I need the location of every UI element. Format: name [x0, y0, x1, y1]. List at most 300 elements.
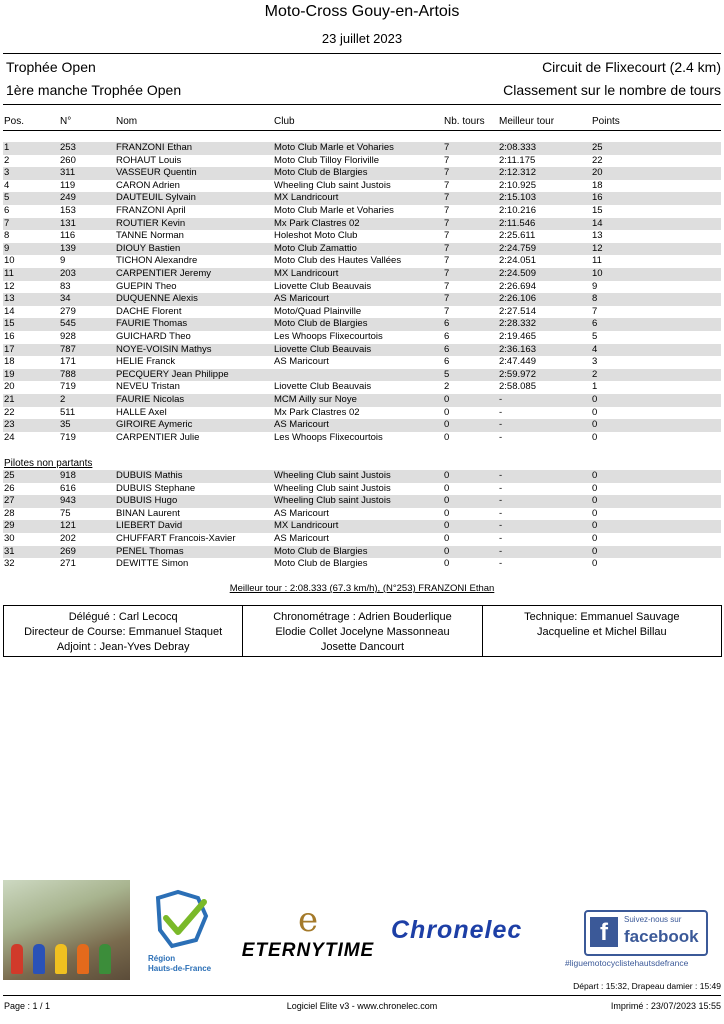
table-row: [3, 356, 721, 369]
cell-nom: DIOUY Bastien: [116, 242, 181, 254]
cell-nom: NEVEU Tristan: [116, 381, 180, 393]
cell-best: -: [499, 482, 503, 494]
cell-num: 719: [60, 431, 76, 443]
cell-pos: 32: [4, 558, 15, 570]
cell-tours: 6: [444, 356, 450, 368]
cell-pos: 22: [4, 406, 15, 418]
cell-points: 0: [592, 482, 598, 494]
col-header-best: Meilleur tour: [499, 116, 555, 127]
cell-points: 2: [592, 368, 598, 380]
cell-points: 22: [592, 154, 603, 166]
non-partants-heading: Pilotes non partants: [4, 458, 93, 469]
cell-tours: 2: [444, 381, 450, 393]
cell-num: 131: [60, 217, 76, 229]
cell-nom: GUICHARD Theo: [116, 331, 191, 342]
cell-club: Holeshot Moto Club: [274, 230, 358, 242]
cell-num: 719: [60, 381, 76, 393]
cell-nom: DACHE Florent: [116, 305, 182, 317]
cell-points: 4: [592, 343, 598, 355]
cell-club: Moto Club Marle et Voharies: [274, 205, 394, 216]
cell-best: 2:25.611: [499, 230, 536, 242]
cell-points: 8: [592, 293, 598, 305]
footer-divider: [3, 995, 721, 996]
table-row: [3, 381, 721, 394]
cell-num: 203: [60, 268, 76, 279]
cell-nom: DUQUENNE Alexis: [116, 293, 198, 305]
subheader-divider: [3, 104, 721, 105]
cell-best: 2:47.449: [499, 356, 536, 368]
cell-tours: 0: [444, 533, 450, 544]
facebook-icon: f: [590, 917, 618, 947]
table-row: [3, 344, 721, 357]
table-row: [3, 218, 721, 231]
cell-num: 35: [60, 419, 71, 431]
cell-nom: PECQUERY Jean Philippe: [116, 368, 229, 380]
cell-num: 75: [60, 507, 71, 519]
cell-nom: NOYE-VOISIN Mathys: [116, 343, 212, 355]
cell-nom: TANNE Norman: [116, 230, 184, 242]
region-hauts-de-france-logo: [148, 888, 218, 978]
cell-nom: FRANZONI Ethan: [116, 142, 193, 153]
cell-points: 0: [592, 507, 598, 519]
cell-points: 5: [592, 331, 598, 342]
cell-nom: GUEPIN Theo: [116, 280, 177, 292]
cell-pos: 10: [4, 255, 15, 267]
cell-pos: 25: [4, 470, 15, 481]
cell-num: 311: [60, 167, 76, 179]
table-row: [3, 243, 721, 256]
cell-pos: 30: [4, 533, 15, 544]
cell-num: 511: [60, 406, 76, 418]
cell-num: 918: [60, 470, 76, 481]
cell-points: 13: [592, 230, 603, 242]
cell-club: Moto Club de Blargies: [274, 558, 368, 570]
cell-tours: 7: [444, 154, 450, 166]
cell-tours: 7: [444, 192, 450, 204]
cell-num: 249: [60, 192, 76, 204]
eternytime-name: ETERNYTIME: [241, 940, 375, 961]
cell-best: 2:58.085: [499, 381, 536, 393]
cell-tours: 7: [444, 167, 450, 179]
cell-points: 0: [592, 419, 598, 431]
cell-tours: 7: [444, 205, 450, 216]
cell-tours: 0: [444, 545, 450, 557]
col-header-club: Club: [274, 116, 295, 127]
table-row: [3, 369, 721, 382]
cell-nom: ROUTIER Kevin: [116, 217, 186, 229]
cell-best: -: [499, 394, 503, 405]
cell-points: 10: [592, 268, 603, 279]
cell-best: -: [499, 520, 503, 532]
cell-pos: 11: [4, 268, 14, 279]
cell-points: 18: [592, 179, 603, 191]
cell-club: Wheeling Club saint Justois: [274, 495, 391, 507]
cell-pos: 18: [4, 356, 15, 368]
classement-type: Classement sur le nombre de tours: [503, 82, 721, 98]
cell-num: 253: [60, 142, 76, 153]
official-technique: Technique: Emmanuel Sauvage: [524, 611, 680, 623]
cell-points: 0: [592, 470, 598, 481]
table-row: [3, 407, 721, 420]
cell-nom: FAURIE Nicolas: [116, 394, 185, 405]
cell-best: -: [499, 495, 503, 507]
cell-pos: 19: [4, 368, 15, 380]
cell-points: 0: [592, 520, 598, 532]
cell-pos: 9: [4, 242, 10, 254]
table-row: [3, 268, 721, 281]
cell-tours: 5: [444, 368, 450, 380]
cell-tours: 7: [444, 242, 450, 254]
print-date: Imprimé : 23/07/2023 15:55: [610, 1001, 721, 1011]
cell-tours: 0: [444, 495, 450, 507]
cell-club: Moto Club de Blargies: [274, 167, 368, 179]
table-row: [3, 508, 721, 521]
cell-club: MX Landricourt: [274, 520, 339, 532]
table-row: [3, 546, 721, 559]
col-header-tours: Nb. tours: [444, 116, 485, 127]
cell-best: 2:24.509: [499, 268, 536, 279]
cell-nom: CHUFFART Francois-Xavier: [116, 533, 236, 544]
cell-best: 2:24.051: [499, 255, 536, 267]
table-row: [3, 293, 721, 306]
cell-nom: CARPENTIER Julie: [116, 431, 200, 443]
table-header-divider: [3, 130, 721, 131]
cell-pos: 31: [4, 545, 15, 557]
cell-best: 2:24.759: [499, 242, 536, 254]
cell-club: Moto Club Tilloy Floriville: [274, 154, 380, 166]
cell-points: 0: [592, 406, 598, 418]
cell-nom: VASSEUR Quentin: [116, 167, 197, 179]
cell-club: Les Whoops Flixecourtois: [274, 331, 383, 342]
manche-name: 1ère manche Trophée Open: [6, 82, 182, 98]
table-row: [3, 533, 721, 546]
cell-best: -: [499, 533, 503, 544]
cell-nom: DUBUIS Hugo: [116, 495, 178, 507]
cell-pos: 12: [4, 280, 15, 292]
league-hashtag: #liguemotocyclistehautsdefrance: [565, 958, 689, 968]
official-chrono-2: Elodie Collet Jocelyne Massonneau: [275, 626, 450, 638]
cell-points: 20: [592, 167, 603, 179]
cell-best: 2:11.546: [499, 217, 536, 229]
cell-nom: CARON Adrien: [116, 179, 180, 191]
table-row: [3, 306, 721, 319]
cell-tours: 7: [444, 217, 450, 229]
cell-club: AS Maricourt: [274, 533, 329, 544]
cell-club: Moto Club des Hautes Vallées: [274, 255, 402, 267]
eternytime-mark: e: [297, 900, 319, 940]
cell-club: Liovette Club Beauvais: [274, 280, 372, 292]
officials-col-3: [483, 606, 721, 656]
table-row: [3, 155, 721, 168]
cell-num: 788: [60, 368, 76, 380]
cell-pos: 3: [4, 167, 10, 179]
cell-pos: 20: [4, 381, 15, 393]
cell-pos: 23: [4, 419, 15, 431]
cell-best: 2:08.333: [499, 142, 536, 153]
cell-club: Les Whoops Flixecourtois: [274, 431, 383, 443]
cell-points: 16: [592, 192, 603, 204]
cell-num: 121: [60, 520, 76, 532]
cell-num: 171: [60, 356, 76, 368]
table-row: [3, 281, 721, 294]
cell-num: 616: [60, 482, 76, 494]
cell-pos: 8: [4, 230, 10, 242]
cell-best: 2:28.332: [499, 318, 536, 330]
cell-tours: 7: [444, 142, 450, 153]
cell-nom: TICHON Alexandre: [116, 255, 198, 267]
cell-club: Moto/Quad Plainville: [274, 305, 362, 317]
cell-club: Mx Park Clastres 02: [274, 406, 360, 418]
cell-best: -: [499, 431, 503, 443]
official-delegue: Délégué : Carl Lecocq: [68, 611, 178, 623]
cell-best: -: [499, 545, 503, 557]
cell-pos: 28: [4, 507, 15, 519]
cell-pos: 13: [4, 293, 15, 305]
col-header-num: N°: [60, 116, 72, 127]
cell-club: MX Landricourt: [274, 192, 339, 204]
cell-num: 153: [60, 205, 76, 216]
facebook-wordmark: facebook: [624, 927, 699, 946]
cell-pos: 26: [4, 482, 15, 494]
cell-pos: 7: [4, 217, 10, 229]
cell-nom: PENEL Thomas: [116, 545, 184, 557]
software-credit: Logiciel Elite v3 - www.chronelec.com: [286, 1001, 438, 1011]
cell-nom: DUBUIS Stephane: [116, 482, 196, 494]
officials-col-2: [243, 606, 482, 656]
cell-tours: 6: [444, 343, 450, 355]
table-row: [3, 142, 721, 155]
cell-best: 2:12.312: [499, 167, 536, 179]
cell-club: Wheeling Club saint Justois: [274, 482, 391, 494]
officials-col-1: [4, 606, 243, 656]
cell-num: 9: [60, 255, 66, 267]
page-number: Page : 1 / 1: [4, 1001, 51, 1011]
cell-num: 260: [60, 154, 76, 166]
cell-tours: 0: [444, 406, 450, 418]
cell-club: AS Maricourt: [274, 356, 329, 368]
table-row: [3, 230, 721, 243]
cell-club: Moto Club Zamattio: [274, 242, 357, 254]
cell-best: -: [499, 470, 503, 481]
table-row: [3, 205, 721, 218]
best-lap: Meilleur tour : 2:08.333 (67.3 km/h), (N°253) FRANZONI Ethan: [229, 583, 495, 594]
table-row: [3, 470, 721, 483]
cell-num: 271: [60, 558, 76, 570]
cell-best: 2:10.216: [499, 205, 536, 216]
cell-best: 2:36.163: [499, 343, 536, 355]
cell-pos: 16: [4, 331, 15, 342]
cell-tours: 0: [444, 520, 450, 532]
cell-points: 12: [592, 242, 603, 254]
cell-tours: 7: [444, 255, 450, 267]
cell-club: MCM Ailly sur Noye: [274, 394, 357, 405]
cell-best: 2:26.106: [499, 293, 536, 305]
chronelec-logo: Chronelec: [391, 916, 523, 944]
table-row: [3, 419, 721, 432]
cell-pos: 4: [4, 179, 10, 191]
cell-best: 2:27.514: [499, 305, 536, 317]
cell-best: -: [499, 419, 503, 431]
sponsor-banner: [3, 880, 721, 980]
cell-num: 202: [60, 533, 76, 544]
official-chrono: Chronométrage : Adrien Bouderlique: [273, 611, 452, 623]
cell-pos: 21: [4, 394, 15, 405]
motocross-photo: [3, 880, 130, 980]
officials-box: [3, 605, 722, 657]
cell-tours: 7: [444, 293, 450, 305]
cell-club: Wheeling Club saint Justois: [274, 179, 391, 191]
cell-pos: 5: [4, 192, 10, 204]
cell-tours: 0: [444, 558, 450, 570]
region-map-icon: [148, 888, 218, 950]
cell-best: 2:19.465: [499, 331, 536, 342]
cell-club: Wheeling Club saint Justois: [274, 470, 391, 481]
cell-points: 11: [592, 255, 602, 267]
cell-num: 119: [60, 179, 76, 191]
cell-points: 7: [592, 305, 598, 317]
cell-nom: CARPENTIER Jeremy: [116, 268, 212, 279]
cell-points: 0: [592, 533, 598, 544]
official-technique-2: Jacqueline et Michel Billau: [537, 626, 667, 638]
cell-points: 15: [592, 205, 603, 216]
table-row: [3, 394, 721, 407]
cell-tours: 0: [444, 470, 450, 481]
cell-club: Moto Club de Blargies: [274, 545, 368, 557]
cell-points: 1: [592, 381, 598, 393]
cell-club: AS Maricourt: [274, 507, 329, 519]
table-row: [3, 558, 721, 571]
cell-nom: ROHAUT Louis: [116, 154, 182, 166]
cell-club: MX Landricourt: [274, 268, 339, 279]
cell-best: 2:10.925: [499, 179, 536, 191]
cell-pos: 6: [4, 205, 10, 216]
cell-club: Moto Club Marle et Voharies: [274, 142, 394, 153]
cell-num: 83: [60, 280, 71, 292]
cell-best: -: [499, 558, 503, 570]
cell-points: 0: [592, 545, 598, 557]
event-date: 23 juillet 2023: [321, 31, 403, 46]
cell-pos: 24: [4, 431, 15, 443]
cell-num: 928: [60, 331, 76, 342]
cell-best: 2:15.103: [499, 192, 536, 204]
cell-num: 269: [60, 545, 76, 557]
table-row: [3, 495, 721, 508]
cell-num: 545: [60, 318, 76, 330]
eternytime-logo: [238, 900, 378, 970]
cell-points: 0: [592, 558, 598, 570]
cell-best: 2:26.694: [499, 280, 536, 292]
cell-num: 139: [60, 242, 76, 254]
cell-best: -: [499, 406, 503, 418]
start-finish-times: Départ : 15:32, Drapeau damier : 15:49: [573, 981, 721, 991]
cell-pos: 27: [4, 495, 15, 507]
cell-nom: BINAN Laurent: [116, 507, 180, 519]
cell-pos: 14: [4, 305, 15, 317]
table-row: [3, 167, 721, 180]
cell-club: AS Maricourt: [274, 419, 329, 431]
cell-tours: 7: [444, 179, 450, 191]
table-row: [3, 318, 721, 331]
cell-nom: DAUTEUIL Sylvain: [116, 192, 196, 204]
col-header-nom: Nom: [116, 116, 138, 127]
col-header-points: Points: [592, 116, 620, 127]
cell-num: 943: [60, 495, 76, 507]
cell-pos: 29: [4, 520, 15, 532]
event-title: Moto-Cross Gouy-en-Artois: [264, 3, 460, 20]
cell-num: 2: [60, 394, 66, 405]
cell-tours: 6: [444, 331, 450, 342]
cell-tours: 0: [444, 482, 450, 494]
cell-nom: GIROIRE Aymeric: [116, 419, 193, 431]
cell-nom: DUBUIS Mathis: [116, 470, 183, 481]
table-row: [3, 180, 721, 193]
cell-club: Mx Park Clastres 02: [274, 217, 360, 229]
cell-nom: LIEBERT David: [116, 520, 183, 532]
cell-num: 116: [60, 230, 76, 242]
cell-tours: 0: [444, 507, 450, 519]
header-divider: [3, 53, 721, 54]
cell-points: 25: [592, 142, 603, 153]
cell-points: 6: [592, 318, 598, 330]
cell-num: 787: [60, 343, 76, 355]
cell-pos: 2: [4, 154, 10, 166]
cell-tours: 7: [444, 305, 450, 317]
cell-club: Moto Club de Blargies: [274, 318, 368, 330]
cell-nom: DEWITTE Simon: [116, 558, 189, 570]
col-header-pos: Pos.: [4, 116, 25, 127]
cell-best: -: [499, 507, 503, 519]
official-adjoint: Adjoint : Jean-Yves Debray: [56, 641, 190, 653]
facebook-badge: [584, 910, 708, 956]
official-chrono-3: Josette Dancourt: [320, 641, 405, 653]
region-label: Région Hauts-de-France: [148, 954, 212, 973]
cell-points: 14: [592, 217, 603, 229]
facebook-follow-text: Suivez-nous sur: [624, 915, 682, 924]
cell-nom: FAURIE Thomas: [116, 318, 188, 330]
cell-tours: 0: [444, 431, 450, 443]
cell-points: 0: [592, 495, 598, 507]
cell-pos: 1: [4, 142, 10, 153]
cell-club: AS Maricourt: [274, 293, 329, 305]
table-row: [3, 520, 721, 533]
cell-club: Liovette Club Beauvais: [274, 381, 372, 393]
cell-tours: 0: [444, 394, 450, 405]
cell-tours: 7: [444, 268, 450, 279]
cell-tours: 0: [444, 419, 450, 431]
cell-pos: 17: [4, 343, 15, 355]
cell-points: 0: [592, 431, 598, 443]
cell-best: 2:59.972: [499, 368, 536, 380]
table-row: [3, 483, 721, 496]
cell-tours: 6: [444, 318, 450, 330]
trophy-name: Trophée Open: [6, 59, 96, 75]
cell-points: 9: [592, 280, 598, 292]
cell-num: 34: [60, 293, 71, 305]
cell-club: Liovette Club Beauvais: [274, 343, 372, 355]
cell-best: 2:11.175: [499, 154, 536, 166]
cell-nom: HELIE Franck: [116, 356, 176, 368]
table-row: [3, 432, 721, 445]
cell-tours: 7: [444, 280, 450, 292]
cell-pos: 15: [4, 318, 15, 330]
table-row: [3, 331, 721, 344]
cell-points: 3: [592, 356, 598, 368]
official-directeur: Directeur de Course: Emmanuel Staquet: [24, 626, 223, 638]
cell-nom: HALLE Axel: [116, 406, 167, 418]
cell-tours: 7: [444, 230, 450, 242]
cell-points: 0: [592, 394, 598, 405]
table-row: [3, 192, 721, 205]
